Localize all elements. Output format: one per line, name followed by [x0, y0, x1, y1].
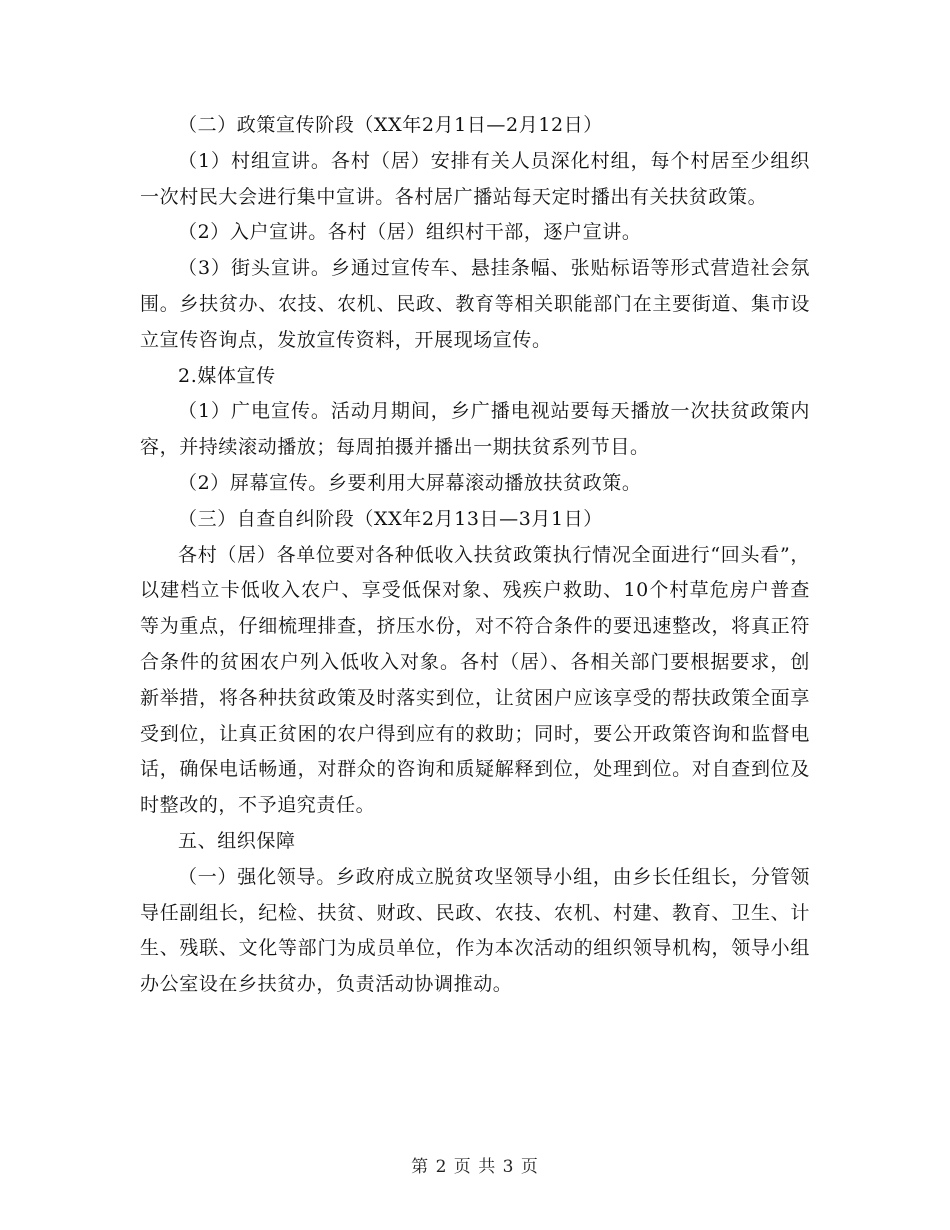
paragraph-self-inspection: 各村（居）各单位要对各种低收入扶贫政策执行情况全面进行“回头看”，以建档立卡低收入农户、享受低保对象、残疾户救助、10个村草危房户普查等为重点，仔细梳理排查，挤压水份，对不符合条件的要迅速整改，将真正符合条件的贫困农户列入低收入对象。各村（居）、各相关部门要根据要求，创新举措，将各种扶贫政策及时落实到位，让贫困户应该享受的帮扶政策全面享受到位，让真正贫困的农户得到应有的救助；同时，要公开政策咨询和监督电话，确保电话畅通，对群众的咨询和质疑解释到位，处理到位。对自查到位及时整改的，不予追究责任。 — [140, 543, 810, 817]
page-footer — [0, 1152, 950, 1177]
section-heading-self-inspection: （三）自查自纠阶段（XX年2月13日—3月1日） — [178, 507, 603, 530]
section-heading-organization: 五、组织保障 — [178, 829, 296, 852]
subheading-media-promotion: 2.媒体宣传 — [178, 364, 276, 387]
paragraph-leadership: （一）强化领导。乡政府成立脱贫攻坚领导小组，由乡长任组长，分管领导任副组长，纪检、扶贫、财政、民政、农技、农机、村建、教育、卫生、计生、残联、文化等部门为成员单位，作为本次活动的组织领导机构，领导小组办公室设在乡扶贫办，负责活动协调推动。 — [140, 865, 810, 996]
paragraph-broadcast-promotion: （1）广电宣传。活动月期间，乡广播电视站要每天播放一次扶贫政策内容，并持续滚动播放；每周拍摄并播出一期扶贫系列节目。 — [140, 400, 810, 459]
paragraph-street-lecture: （3）街头宣讲。乡通过宣传车、悬挂条幅、张贴标语等形式营造社会氛围。乡扶贫办、农技、农机、民政、教育等相关职能部门在主要街道、集市设立宣传咨询点，发放宣传资料，开展现场宣传。 — [140, 257, 810, 351]
document-body — [140, 108, 810, 1003]
paragraph-household-lecture: （2）入户宣讲。各村（居）组织村干部，逐户宣讲。 — [178, 221, 642, 244]
paragraph-village-lecture: （1）村组宣讲。各村（居）安排有关人员深化村组，每个村居至少组织一次村民大会进行集中宣讲。各村居广播站每天定时播出有关扶贫政策。 — [140, 149, 810, 208]
page-number-label: 第 2 页 共 3 页 — [411, 1157, 539, 1177]
paragraph-screen-promotion: （2）屏幕宣传。乡要利用大屏幕滚动播放扶贫政策。 — [178, 471, 642, 494]
section-heading-policy-promotion: （二）政策宣传阶段（XX年2月1日—2月12日） — [178, 114, 603, 136]
